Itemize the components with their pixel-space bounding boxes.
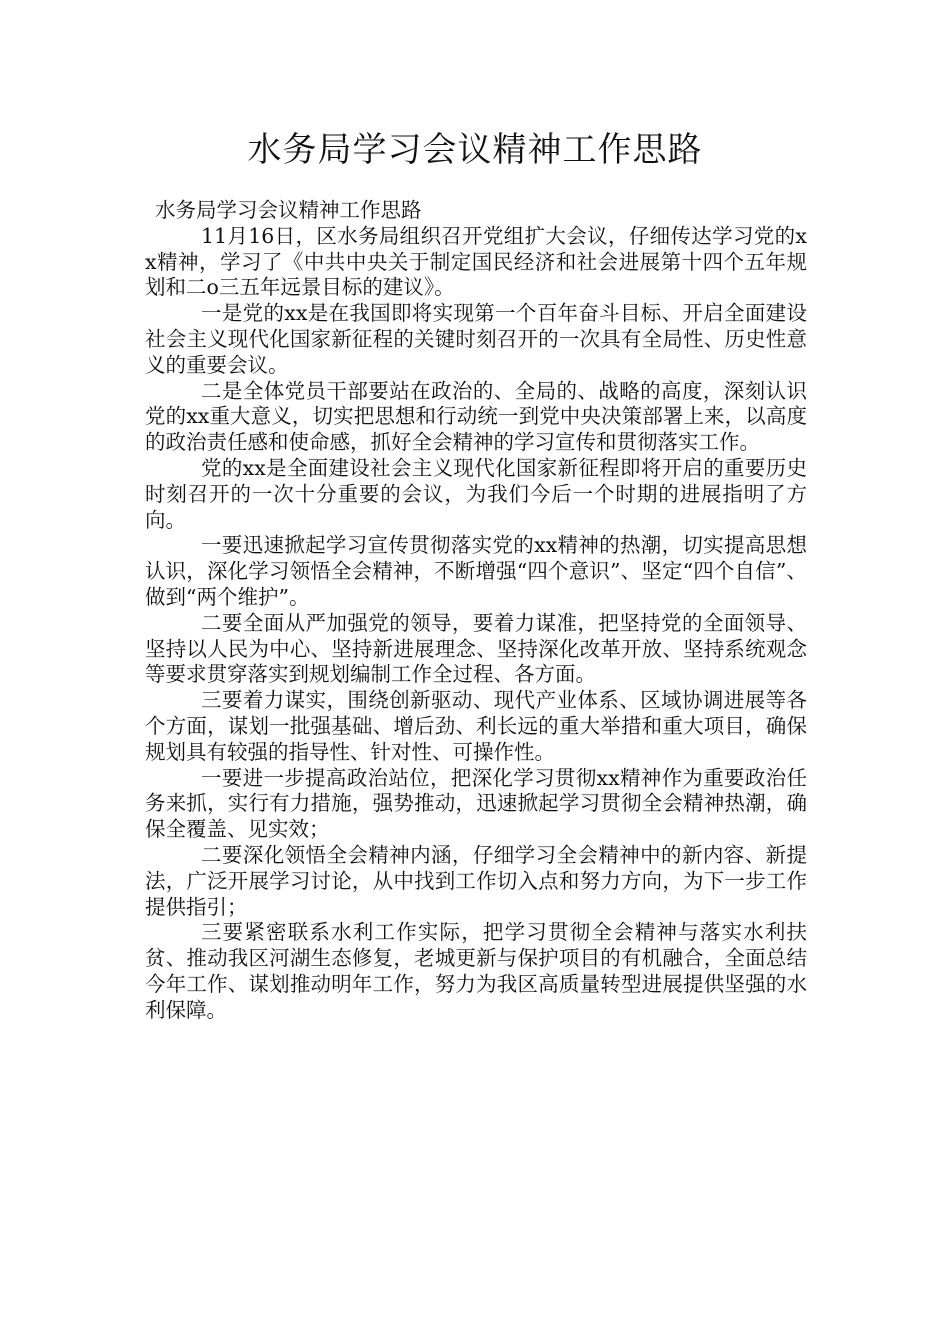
document-title: 水务局学习会议精神工作思路 bbox=[247, 130, 703, 170]
paragraph: 一要迅速掀起学习宣传贯彻落实党的xx精神的热潮，切实提高思想认识，深化学习领悟全会精神，不断增强“四个意识”、坚定“四个自信”、做到“两个维护”。 bbox=[145, 533, 807, 609]
paragraph: 一是党的xx是在我国即将实现第一个百年奋斗目标、开启全面建设社会主义现代化国家新征程的关键时刻召开的一次具有全局性、历史性意义的重要会议。 bbox=[145, 301, 807, 377]
paragraph: 一要进一步提高政治站位，把深化学习贯彻xx精神作为重要政治任务来抓，实行有力措施，强势推动，迅速掀起学习贯彻全会精神热潮，确保全覆盖、见实效； bbox=[145, 765, 807, 842]
paragraph: 三要着力谋实，围绕创新驱动、现代产业体系、区域协调进展等各个方面，谋划一批强基础、增后劲、利长远的重大举措和重大项目，确保规划具有较强的指导性、针对性、可操作性。 bbox=[145, 688, 807, 764]
document-subtitle: 水务局学习会议精神工作思路 bbox=[155, 198, 422, 222]
paragraph: 二要全面从严加强党的领导，要着力谋准，把坚持党的全面领导、坚持以人民为中心、坚持新进展理念、坚持深化改革开放、坚持系统观念等要求贯穿落实到规划编制工作全过程、各方面。 bbox=[145, 610, 807, 687]
document-body bbox=[145, 198, 807, 1024]
paragraph: 11月16日，区水务局组织召开党组扩大会议，仔细传达学习党的xx精神，学习了《中共中央关于制定国民经济和社会进展第十四个五年规划和二o三五年远景目标的建议》。 bbox=[145, 223, 807, 300]
paragraph: 三要紧密联系水利工作实际，把学习贯彻全会精神与落实水利扶贫、推动我区河湖生态修复，老城更新与保护项目的有机融合，全面总结今年工作、谋划推动明年工作，努力为我区高质量转型进展提供坚强的水利保障。 bbox=[145, 920, 807, 1022]
paragraph: 二要深化领悟全会精神内涵，仔细学习全会精神中的新内容、新提法，广泛开展学习讨论，从中找到工作切入点和努力方向，为下一步工作提供指引； bbox=[145, 842, 807, 919]
paragraph: 二是全体党员干部要站在政治的、全局的、战略的高度，深刻认识党的xx重大意义，切实把思想和行动统一到党中央决策部署上来，以高度的政治责任感和使命感，抓好全会精神的学习宣传和贯彻落实工作。 bbox=[145, 378, 807, 455]
paragraph: 党的xx是全面建设社会主义现代化国家新征程即将开启的重要历史时刻召开的一次十分重要的会议，为我们今后一个时期的进展指明了方向。 bbox=[145, 455, 807, 532]
